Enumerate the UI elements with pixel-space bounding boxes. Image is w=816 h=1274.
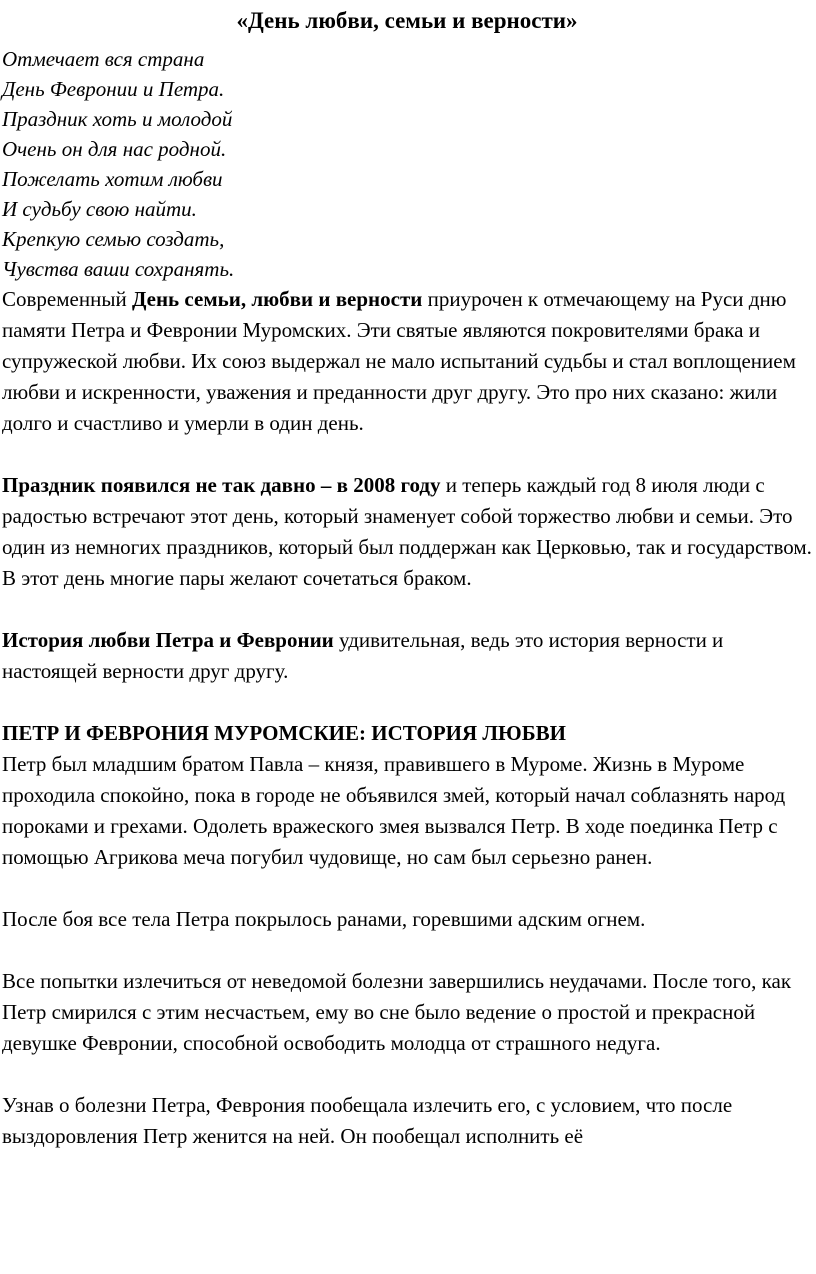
poem	[2, 44, 812, 284]
poem-line: День Февронии и Петра.	[2, 77, 225, 101]
paragraph-peter: Петр был младшим братом Павла – князя, правившего в Муроме. Жизнь в Муроме проходила спокойно, пока в городе не объявился змей, который начал соблазнять народ пороками и грехами. Одолеть вражеского змея вызвался Петр. В ходе поединка Петр с помощью Агрикова меча погубил чудовище, но сам был серьезно ранен.	[2, 752, 786, 869]
paragraph-promise: Узнав о болезни Петра, Феврония пообещала излечить его, с условием, что после выздоровления Петр женится на ней. Он пообещал исполнить её	[2, 1093, 733, 1148]
paragraph-spacer	[2, 439, 812, 470]
paragraph-spacer	[2, 1059, 812, 1090]
paragraph-text: приурочен к отмечающему на Руси дню памяти Петра и Февронии Муромских. Эти святые являются покровителями брака и супружеской любви. Их союз выдержал не мало испытаний судьбы и стал воплощением любви и искренности, уважения и преданности друг другу. Это про них сказано: жили долго и счастливо и умерли в один день.	[2, 287, 796, 435]
paragraph-vision: Все попытки излечиться от неведомой болезни завершились неудачами. После того, как Петр смирился с этим несчастьем, ему во сне было ведение о простой и прекрасной девушке Февронии, способной освободить молодца от страшного недуга.	[2, 969, 792, 1055]
paragraph-intro	[2, 284, 812, 439]
poem-line: Пожелать хотим любви	[2, 167, 223, 191]
poem-line: Очень он для нас родной.	[2, 137, 227, 161]
poem-line: Праздник хоть и молодой	[2, 107, 233, 131]
section-heading: ПЕТР И ФЕВРОНИЯ МУРОМСКИЕ: ИСТОРИЯ ЛЮБВИ	[2, 721, 566, 745]
bold-holiday-date: Праздник появился не так давно – в 2008 году	[2, 473, 441, 497]
poem-line: Отмечает вся страна	[2, 47, 205, 71]
bold-holiday-name: День семьи, любви и верности	[131, 287, 423, 311]
poem-line: Чувства ваши сохранять.	[2, 257, 235, 281]
document-title: «День любви, семьи и верности»	[236, 8, 578, 33]
poem-line: Крепкую семью создать,	[2, 227, 225, 251]
paragraph-spacer	[2, 687, 812, 718]
poem-line: И судьбу свою найти.	[2, 197, 197, 221]
paragraph-spacer	[2, 873, 812, 904]
paragraph-text: и теперь каждый год 8 июля люди с радостью встречают этот день, который знаменует собой торжество любви и семьи. Это один из немногих праздников, который был поддержан как Церковью, так и государством. В этот день многие пары желают сочетаться браком.	[2, 473, 812, 590]
paragraph-spacer	[2, 594, 812, 625]
paragraph-text: удивительная, ведь это история верности и настоящей верности друг другу.	[2, 628, 724, 683]
paragraph-text: Современный	[2, 287, 132, 311]
paragraph-wounds: После боя все тела Петра покрылось ранами, горевшими адским огнем.	[2, 907, 646, 931]
bold-love-story: История любви Петра и Февронии	[2, 628, 334, 652]
paragraph-love-story	[2, 625, 812, 687]
paragraph-history	[2, 470, 812, 594]
paragraph-spacer	[2, 935, 812, 966]
